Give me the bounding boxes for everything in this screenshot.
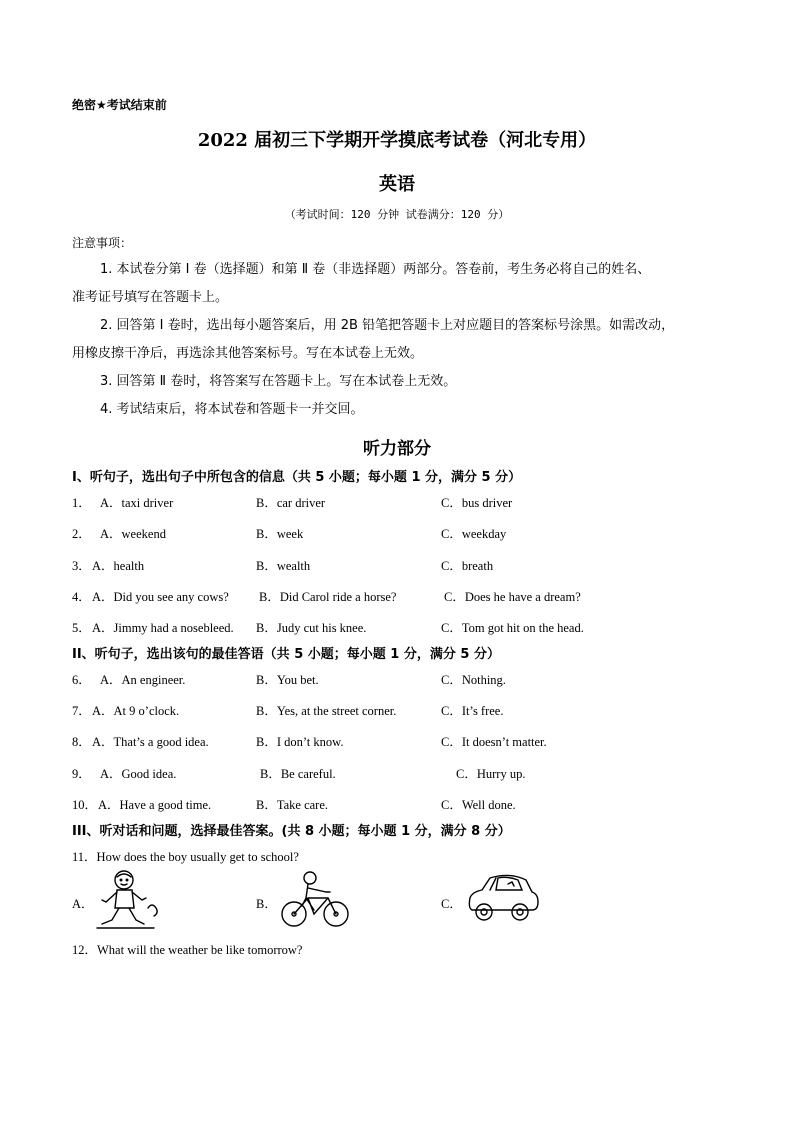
question-number: 2． — [72, 527, 91, 541]
option-a: A．That’s a good idea. — [92, 735, 209, 749]
question-number: 5． — [72, 621, 91, 635]
exam-title: 2022 届初三下学期开学摸底考试卷（河北专用） — [197, 130, 597, 151]
option-a: A．Jimmy had a nosebleed. — [92, 621, 234, 635]
option-c: C．Does he have a dream? — [444, 590, 581, 604]
question-number: 6． — [72, 673, 91, 687]
option-b: B．Be careful. — [260, 767, 336, 781]
option-a: A．Have a good time. — [98, 798, 212, 812]
note-line: 用橡皮擦干净后，再选涂其他答案标号。写在本试卷上无效。 — [72, 346, 424, 361]
confidential-label: 绝密★考试结束前 — [72, 98, 167, 112]
note-line: 2. 回答第 Ⅰ 卷时，选出每小题答案后，用 2B 铅笔把答题卡上对应题目的答案标号涂黑。如需改动， — [100, 318, 675, 333]
option-a: A．weekend — [100, 527, 166, 541]
car-icon — [464, 872, 540, 928]
question-number: 8． — [72, 735, 91, 749]
part2-heading: II、听句子，选出该句的最佳答语（共 5 小题；每小题 1 分，满分 5 分） — [72, 647, 500, 662]
option-b: B．I don’t know. — [256, 735, 344, 749]
option-c-label: C． — [441, 897, 462, 911]
option-b-label: B． — [256, 897, 277, 911]
question-number: 3． — [72, 559, 91, 573]
question-number: 10． — [72, 798, 98, 812]
part1-heading: I、听句子，选出句子中所包含的信息（共 5 小题；每小题 1 分，满分 5 分） — [72, 470, 522, 485]
note-line: 1. 本试卷分第 Ⅰ 卷（选择题）和第 Ⅱ 卷（非选择题）两部分。答卷前，考生务必将自己的姓名、 — [100, 262, 651, 277]
notes-heading: 注意事项： — [72, 236, 133, 250]
option-a: A．taxi driver — [100, 496, 174, 510]
option-a-label: A． — [72, 897, 94, 911]
option-c: C．Well done. — [441, 798, 516, 812]
option-b: B．Take care. — [256, 798, 329, 812]
option-a: A．Did you see any cows? — [92, 590, 229, 604]
question-number: 7． — [72, 704, 91, 718]
option-b: B．Did Carol ride a horse? — [259, 590, 397, 604]
question-11-text: 11．How does the boy usually get to school? — [72, 850, 299, 864]
option-b: B．wealth — [256, 559, 311, 573]
option-a: A．Good idea. — [100, 767, 177, 781]
option-b: B．Yes, at the street corner. — [256, 704, 397, 718]
option-b: B．week — [256, 527, 304, 541]
option-c: C．weekday — [441, 527, 507, 541]
option-b: B．Judy cut his knee. — [256, 621, 367, 635]
note-line: 4. 考试结束后，将本试卷和答题卡一并交回。 — [100, 402, 364, 417]
option-c: C．It doesn’t matter. — [441, 735, 547, 749]
question-number: 1． — [72, 496, 91, 510]
subject-title: 英语 — [379, 174, 415, 195]
option-c: C．breath — [441, 559, 494, 573]
question-number: 4． — [72, 590, 91, 604]
option-a: A．An engineer. — [100, 673, 186, 687]
option-b: B．You bet. — [256, 673, 319, 687]
option-c: C．Nothing. — [441, 673, 506, 687]
option-b: B．car driver — [256, 496, 326, 510]
option-a: A．At 9 o’clock. — [92, 704, 180, 718]
note-line: 准考证号填写在答题卡上。 — [72, 290, 229, 305]
note-line: 3. 回答第 Ⅱ 卷时，将答案写在答题卡上。写在本试卷上无效。 — [100, 374, 457, 389]
option-a: A．health — [92, 559, 145, 573]
question-12-text: 12．What will the weather be like tomorrow? — [72, 943, 303, 957]
option-c: C．It’s free. — [441, 704, 504, 718]
listening-section-heading: 听力部分 — [363, 439, 431, 459]
part3-heading: III、听对话和问题，选择最佳答案。(共 8 小题；每小题 1 分，满分 8 分） — [72, 824, 511, 839]
exam-time-info: （考试时间：120 分钟 试卷满分：120 分） — [284, 208, 510, 221]
option-c: C．Tom got hit on the head. — [441, 621, 584, 635]
option-c: C．bus driver — [441, 496, 513, 510]
option-c: C．Hurry up. — [456, 767, 526, 781]
question-number: 9． — [72, 767, 91, 781]
bicycle-icon — [280, 870, 350, 930]
walking-boy-icon — [92, 868, 162, 932]
